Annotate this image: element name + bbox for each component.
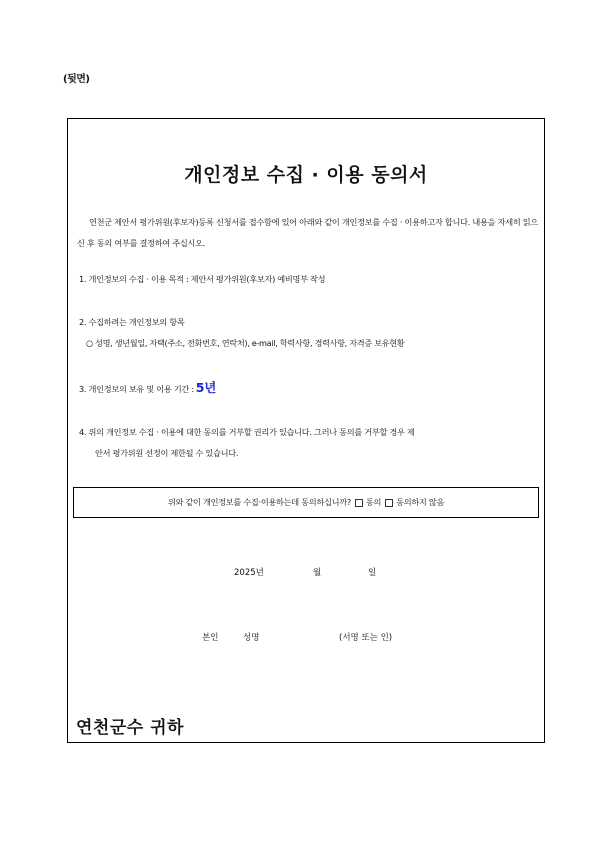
refusal-notice-line1: 4. 위의 개인정보 수집 · 이용에 대한 동의를 거부할 권리가 있습니다. 그러나 동의를 거부할 경우 제 xyxy=(79,427,415,437)
back-side-label: (뒷면) xyxy=(63,74,90,85)
disagree-checkbox[interactable] xyxy=(385,499,393,507)
consent-question: 위와 같이 개인정보를 수집·이용하는데 동의하십니까? xyxy=(167,497,351,507)
signature-self-label: 본인 xyxy=(202,633,219,643)
consent-form xyxy=(67,118,545,743)
addressee: 연천군수 귀하 xyxy=(76,718,184,738)
intro-paragraph: 연천군 제안서 평가위원(후보자)등록 신청서를 접수함에 있어 아래와 같이 개인정보를 수집 · 이용하고자 합니다. 내용을 자세히 읽으신 후 동의 여부를 결정하여 주십시오. xyxy=(77,217,538,248)
agree-option[interactable] xyxy=(355,497,381,508)
refusal-notice-line2: 안서 평가위원 선정이 제한될 수 있습니다. xyxy=(95,448,239,458)
date-month[interactable]: 월 xyxy=(313,568,322,578)
period-label: 3. 개인정보의 보유 및 이용 기간 : xyxy=(79,384,194,394)
consent-question-box xyxy=(73,487,539,518)
disagree-label: 동의하지 않음 xyxy=(396,497,445,507)
date-year[interactable]: 2025년 xyxy=(234,568,264,578)
purpose-item: 1. 개인정보의 수집 · 이용 목적 : 제안서 평가위원(후보자) 예비명부 작성 xyxy=(79,274,326,284)
date-day[interactable]: 일 xyxy=(368,568,377,578)
fields-heading: 2. 수집하려는 개인정보의 항목 xyxy=(79,317,185,327)
fields-detail: ○ 성명, 생년월일, 자택(주소, 전화번호, 연락처), e-mail, 학력사항, 경력사항, 자격증 보유현황 xyxy=(86,338,405,348)
agree-label: 동의 xyxy=(365,497,382,507)
period-value: 5년 xyxy=(195,380,216,395)
form-title: 개인정보 수집 · 이용 동의서 xyxy=(184,164,428,186)
signature-name-field[interactable]: 성명 xyxy=(243,633,260,643)
period-item xyxy=(79,378,216,396)
agree-checkbox[interactable] xyxy=(355,499,363,507)
signature-hint: (서명 또는 인) xyxy=(339,633,393,643)
disagree-option[interactable] xyxy=(385,497,444,508)
